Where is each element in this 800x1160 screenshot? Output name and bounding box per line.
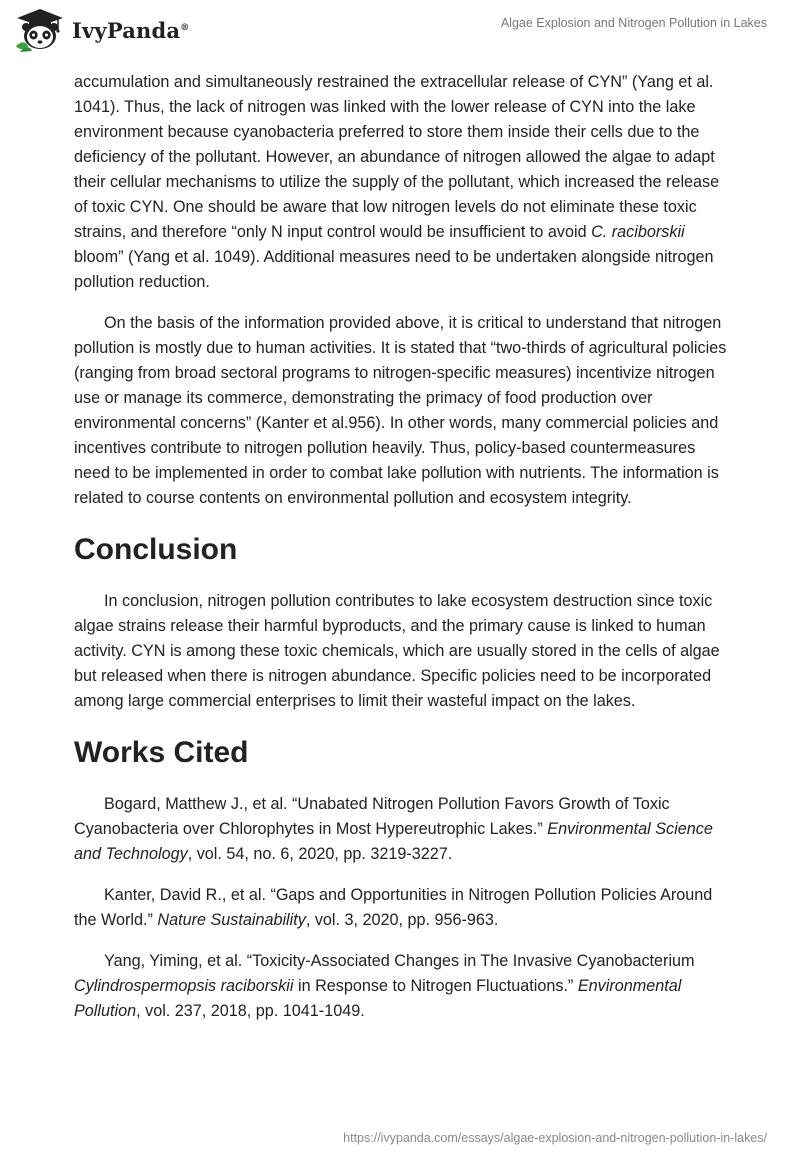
paragraph-continuation: accumulation and simultaneously restrained the extracellular release of CYN” (Yang et al. 1041). Thus, the lack of nitrogen was linked with the lower release of CYN into the lake environment because cyanobacteria preferred to store them inside their cells due to the deficiency of the pollutant. However, an abundance of nitrogen allowed the algae to adapt their cellular mechanisms to utilize the supply of the pollutant, which increased the release of toxic CYN. One should be aware that low nitrogen levels do not eliminate these toxic strains, and therefore “only N input control would be insufficient to avoid C. raciborskii bloom” (Yang et al. 1049). Additional measures need to be undertaken alongside nitrogen pollution reduction.: [74, 73, 720, 291]
citation-entry: Kanter, David R., et al. “Gaps and Opportunities in Nitrogen Pollution Policies Around the World.” Nature Sustainability, vol. 3, 2020, pp. 956-963.: [74, 886, 713, 929]
essay-body: [74, 70, 734, 1040]
works-cited-heading: Works Cited: [74, 736, 249, 769]
document-title: Algae Explosion and Nitrogen Pollution in Lakes: [500, 16, 767, 30]
panda-graduate-icon: [14, 8, 66, 52]
logo-wordmark: IvyPanda®: [72, 17, 190, 43]
paragraph-conclusion: In conclusion, nitrogen pollution contributes to lake ecosystem destruction since toxic algae strains release their harmful byproducts, and the primary cause is linked to human activity. CYN is among these toxic chemicals, which are usually stored in the cells of algae but released when there is nitrogen abundance. Specific policies need to be incorporated among large commercial enterprises to limit their wasteful impact on the lakes.: [74, 592, 720, 710]
paragraph-policy: On the basis of the information provided above, it is critical to understand that nitrogen pollution is mostly due to human activities. It is stated that “two-thirds of agricultural policies (ranging from broad sectoral programs to nitrogen-specific measures) incentivize nitrogen use or manage its commerce, demonstrating the primacy of food production over environmental concerns” (Kanter et al.956). In other words, many commercial policies and incentives contribute to nitrogen pollution heavily. Thus, policy-based countermeasures need to be implemented in order to combat lake pollution with nutrients. The information is related to course contents on environmental pollution and ecosystem integrity.: [74, 314, 727, 507]
ivypanda-logo[interactable]: [14, 8, 189, 52]
citation-entry: Bogard, Matthew J., et al. “Unabated Nitrogen Pollution Favors Growth of Toxic Cyanobacteria over Chlorophytes in Most Hypereutrophic Lakes.” Environmental Science and Technology, vol. 54, no. 6, 2020, pp. 3219-3227.: [74, 795, 713, 863]
page-header: [0, 0, 800, 64]
citation-entry: Yang, Yiming, et al. “Toxicity-Associated Changes in The Invasive Cyanobacterium Cylindrospermopsis raciborskii in Response to Nitrogen Fluctuations.” Environmental Pollution, vol. 237, 2018, pp. 1041-1049.: [74, 952, 695, 1020]
source-url[interactable]: https://ivypanda.com/essays/algae-explosion-and-nitrogen-pollution-in-lakes/: [343, 1131, 767, 1145]
conclusion-heading: Conclusion: [74, 533, 238, 566]
